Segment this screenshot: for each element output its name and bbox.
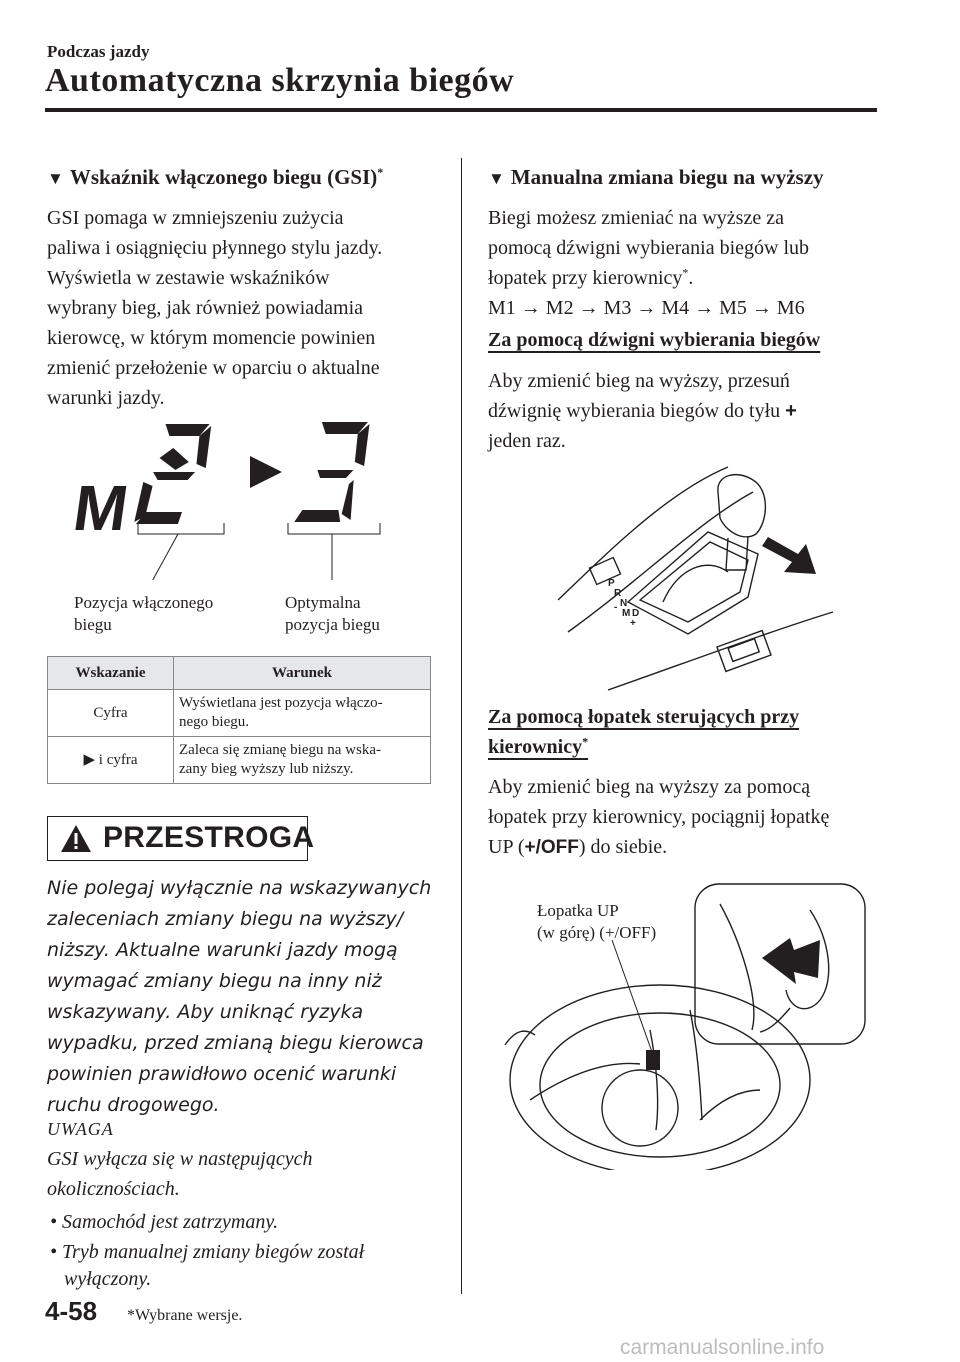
breadcrumb: Podczas jazdy	[47, 42, 150, 61]
list-item-continuation: wyłączony.	[64, 1268, 152, 1290]
list-item: • Tryb manualnej zmiany biegów został	[50, 1241, 365, 1263]
gear-sequence: M1 → M2 → M3 → M4 → M5 → M6	[488, 297, 805, 319]
warning-triangle-icon	[59, 823, 93, 854]
manual-heading: ▼ Manualna zmiana biegu na wyższy	[488, 165, 824, 189]
gsi-intro: GSI pomaga w zmniejszeniu zużycia paliwa i osiągnięciu płynnego stylu jazdy. Wyświetla w zestawie wskaźników wybrany bieg, jak również powiadamia kierowcę, w którym momencie powinien zmienić przełożenie w oparciu o aktualne warunki jazdy.	[47, 207, 383, 409]
gate-label-n: N	[620, 598, 628, 609]
indication-table	[47, 656, 431, 784]
warning-label-box	[47, 816, 315, 861]
gate-label-d: D	[632, 608, 640, 619]
lever-instructions: Aby zmienić bieg na wyższy, przesuń dźwignię wybierania biegów do tyłu + jeden raz.	[488, 370, 797, 452]
triangle-down-icon: ▼	[488, 169, 505, 188]
gate-label-plus: +	[630, 618, 636, 629]
segment-digit-target	[294, 422, 372, 522]
table-header-row: Wskazanie Warunek	[48, 657, 431, 690]
list-item: • Samochód jest zatrzymany.	[50, 1211, 279, 1233]
plus-icon: +	[785, 400, 797, 422]
manual-intro: Biegi możesz zmieniać na wyższe za pomocą dźwigni wybierania biegów lub łopatek przy kierownicy*. M1 → M2 → M3 → M4 → M5 → M6	[488, 203, 809, 323]
gear-mode-letter: M	[69, 472, 133, 544]
segment-digit-current	[134, 424, 214, 524]
table-row: Cyfra Wyświetlana jest pozycja włączo- nego biegu.	[48, 690, 431, 737]
gate-label-p: P	[608, 578, 615, 589]
table-row: ▶ i cyfra Zaleca się zmianę biegu na wska- zany bieg wyższy lub niższy.	[48, 737, 431, 784]
plus-off-symbol: +/OFF	[524, 837, 579, 858]
triangle-down-icon: ▼	[47, 169, 64, 188]
page-number: 4-58	[45, 1296, 98, 1326]
paddle-heading-line2: kierownicy*	[488, 734, 589, 758]
page-title: Automatyczna skrzynia biegów	[45, 62, 515, 99]
label-optimal-gear: Optymalna pozycja biegu	[285, 593, 380, 634]
watermark: carmanualsonline.info	[620, 1336, 825, 1359]
shift-up-arrow-icon	[250, 456, 282, 488]
gsi-heading: ▼ Wskaźnik włączonego biegu (GSI)*	[47, 165, 384, 189]
pull-paddle-arrow-icon	[762, 938, 820, 984]
footnote: *Wybrane wersje.	[127, 1307, 243, 1324]
gate-label-r: R	[614, 588, 622, 599]
bullet-icon: •	[50, 1211, 63, 1233]
lever-heading: Za pomocą dźwigni wybierania biegów	[488, 329, 821, 351]
bullet-icon: •	[50, 1241, 63, 1263]
column-divider	[461, 158, 462, 1294]
warning-label: PRZESTROGA	[103, 821, 315, 854]
gate-label-minus: -	[614, 602, 618, 613]
warning-text: Nie polegaj wyłącznie na wskazywanych zaleceniach zmiany biegu na wyższy/ niższy. Aktualne warunki jazdy mogą wymagać zmiany biegu na inny niż wskazywany. Aby uniknąć ryzyka wypadku, przed zmianą biegu kierowca powinien prawidłowo ocenić warunki ruchu drogowego.	[47, 877, 432, 1116]
gate-label-m: M	[622, 608, 631, 619]
pull-arrow-icon	[762, 537, 816, 574]
note-block: UWAGA GSI wyłącza się w następujących okolicznościach.	[47, 1114, 313, 1204]
paddle-up-icon	[646, 1050, 660, 1070]
gsi-display-figure	[60, 410, 440, 580]
paddle-instructions: Aby zmienić bieg na wyższy za pomocą łopatek przy kierownicy, pociągnij łopatkę UP (+/OFF) do siebie.	[488, 776, 830, 858]
paddle-up-label: Łopatka UP (w górę) (+/OFF)	[537, 901, 657, 942]
label-current-gear: Pozycja włączonego biegu	[74, 593, 214, 634]
title-rule	[45, 108, 877, 112]
note-label: UWAGA	[47, 1119, 114, 1139]
paddle-heading-line1: Za pomocą łopatek sterujących przy	[488, 706, 800, 728]
shift-lever-illustration	[548, 462, 838, 694]
